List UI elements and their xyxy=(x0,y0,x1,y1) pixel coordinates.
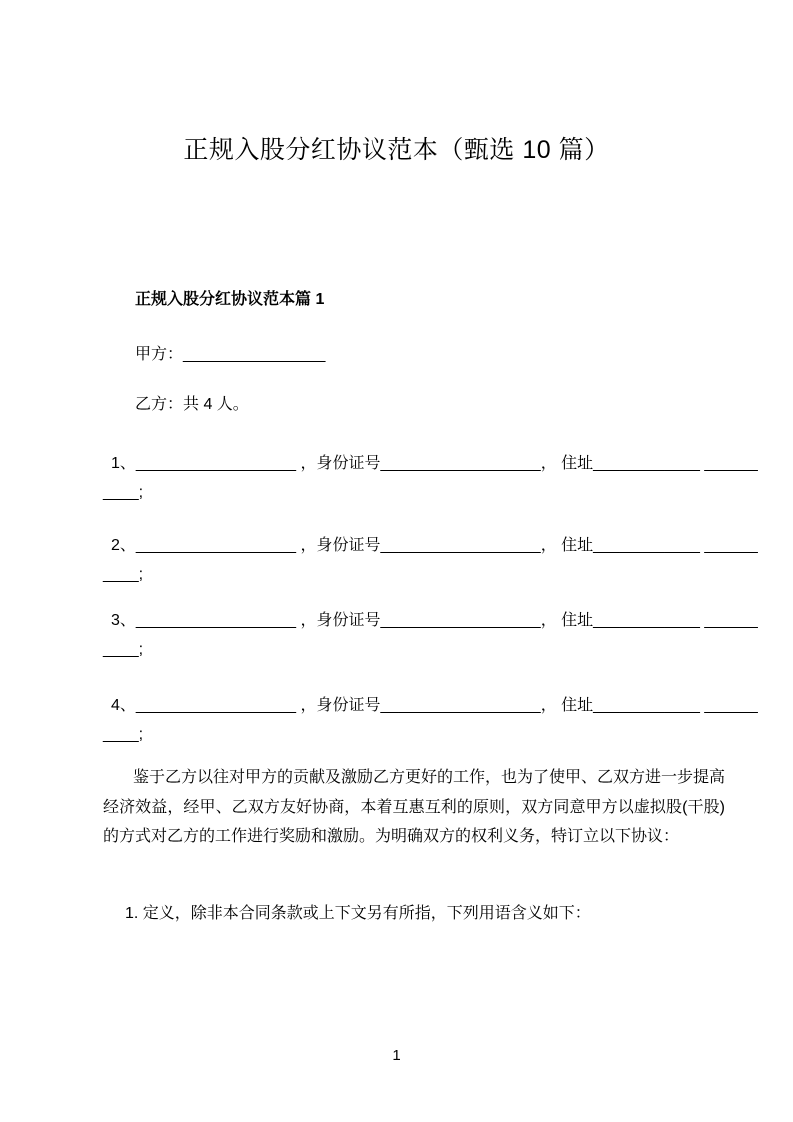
member-2-line-1: 2、__________________ ，身份证号__________________， 住址____________ ______ xyxy=(111,537,758,554)
recital-paragraph: 鉴于乙方以往对甲方的贡献及激励乙方更好的工作，也为了使甲、乙双方进一步提高经济效益，经甲、乙双方友好协商，本着互惠互利的原则，双方同意甲方以虚拟股(干股)的方式对乙方的工作进行奖励和激励。为明确双方的权利义务，特订立以下协议： xyxy=(103,769,726,845)
member-row-2 xyxy=(103,531,763,589)
member-4-line-1: 4、__________________ ，身份证号__________________， 住址____________ ______ xyxy=(111,697,758,714)
member-4-line-2: ____; xyxy=(103,726,144,743)
document-title: 正规入股分红协议范本（甄选 10 篇） xyxy=(183,136,610,164)
clause-1-definitions-line: 1. 定义，除非本合同条款或上下文另有所指，下列用语含义如下： xyxy=(125,905,591,922)
member-3-line-2: ____; xyxy=(103,641,144,658)
member-2-line-2: ____; xyxy=(103,566,144,583)
section-heading: 正规入股分红协议范本篇 1 xyxy=(135,291,325,308)
party-a-line: 甲方：________________ xyxy=(135,346,326,363)
party-b-line: 乙方：共 4 人。 xyxy=(135,396,249,413)
member-row-4 xyxy=(103,691,763,749)
member-row-3 xyxy=(103,606,763,664)
member-row-1 xyxy=(103,449,763,507)
member-1-line-2: ____; xyxy=(103,484,144,501)
page-number: 1 xyxy=(392,1047,401,1064)
member-1-line-1: 1、__________________ ，身份证号__________________， 住址____________ ______ xyxy=(111,455,758,472)
member-3-line-1: 3、__________________ ，身份证号__________________， 住址____________ ______ xyxy=(111,612,758,629)
